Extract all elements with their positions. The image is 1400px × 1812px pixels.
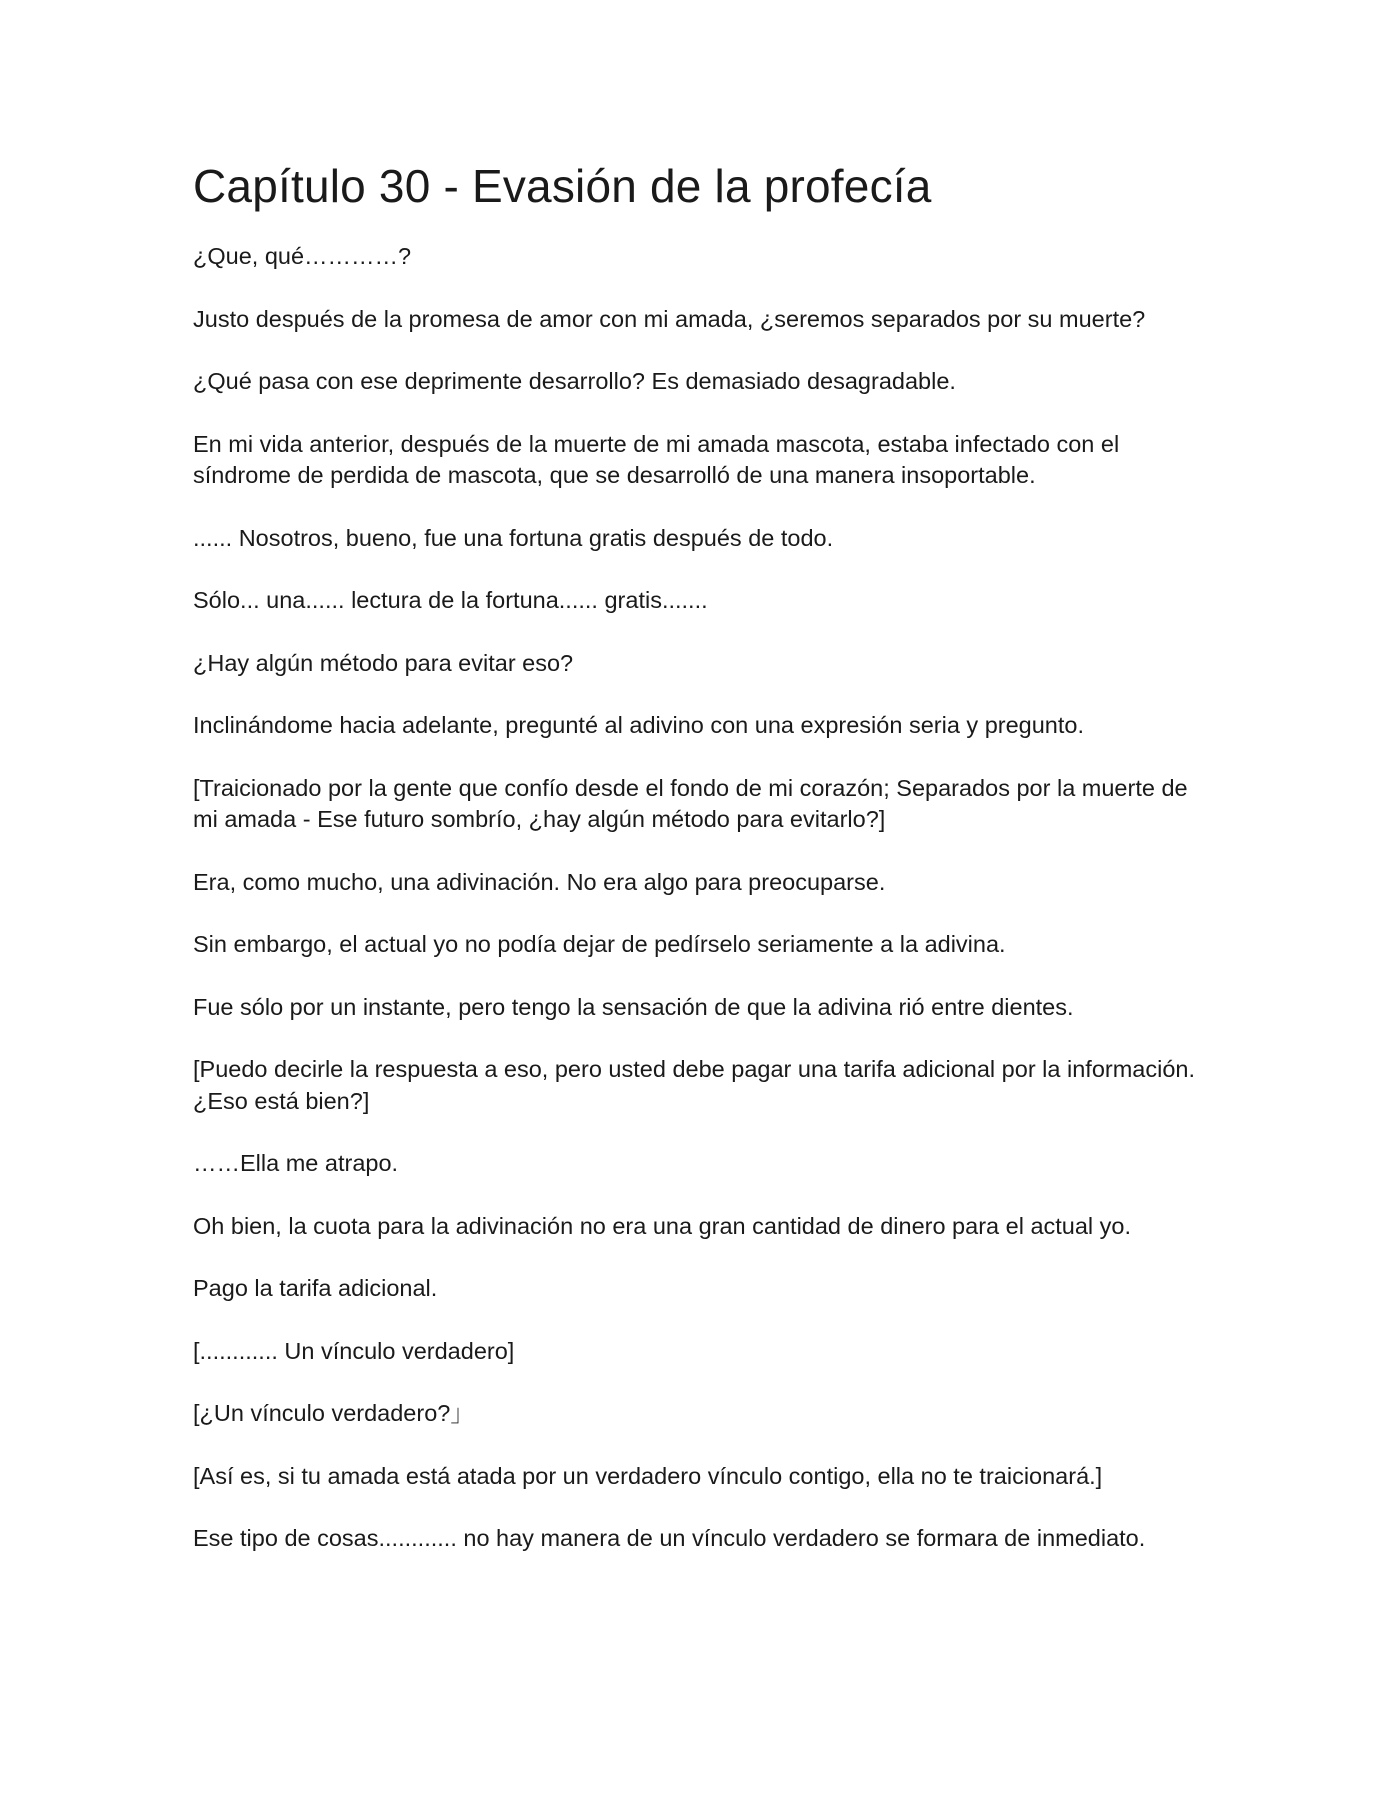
paragraph: [Traicionado por la gente que confío desde el fondo de mi corazón; Separados por la muerte de mi amada - Ese futuro sombrío, ¿hay algún método para evitarlo?] [193,774,1195,832]
paragraph: Inclinándome hacia adelante, pregunté al adivino con una expresión seria y pregunto. [193,712,1084,738]
paragraph: Ese tipo de cosas............ no hay manera de un vínculo verdadero se formara de inmediato. [193,1525,1146,1551]
paragraph: Oh bien, la cuota para la adivinación no era una gran cantidad de dinero para el actual yo. [193,1212,1132,1239]
paragraph: Pago la tarifa adicional. [193,1275,438,1301]
paragraph: ¿Que, qué…………? [193,243,412,269]
document-body [193,158,1213,1586]
paragraph: Sin embargo, el actual yo no podía dejar de pedírselo seriamente a la adivina. [193,931,1006,957]
paragraph: [Así es, si tu amada está atada por un verdadero vínculo contigo, ella no te traicionará.] [193,1462,1103,1489]
paragraph: Justo después de la promesa de amor con mi amada, ¿seremos separados por su muerte? [193,305,1146,332]
paragraph: ¿Hay algún método para evitar eso? [193,649,574,676]
paragraph: ...... Nosotros, bueno, fue una fortuna gratis después de todo. [193,524,834,551]
paragraph: ……Ella me atrapo. [193,1150,399,1176]
chapter-title: Capítulo 30 - Evasión de la profecía [193,160,932,212]
paragraph: [............ Un vínculo verdadero] [193,1337,515,1364]
paragraph: En mi vida anterior, después de la muerte de mi amada mascota, estaba infectado con el síndrome de perdida de mascota, que se desarrolló de una manera insoportable. [193,430,1126,488]
paragraph: Era, como mucho, una adivinación. No era algo para preocuparse. [193,868,886,895]
paragraph: ¿Qué pasa con ese deprimente desarrollo? Es demasiado desagradable. [193,368,956,394]
paragraph: Sólo... una...... lectura de la fortuna...... gratis....... [193,587,708,613]
paragraph: Fue sólo por un instante, pero tengo la sensación de que la adivina rió entre dientes. [193,993,1074,1020]
paragraph: [¿Un vínculo verdadero?」 [193,1400,474,1426]
paragraph: [Puedo decirle la respuesta a eso, pero usted debe pagar una tarifa adicional por la información. ¿Eso está bien?] [193,1056,1202,1114]
